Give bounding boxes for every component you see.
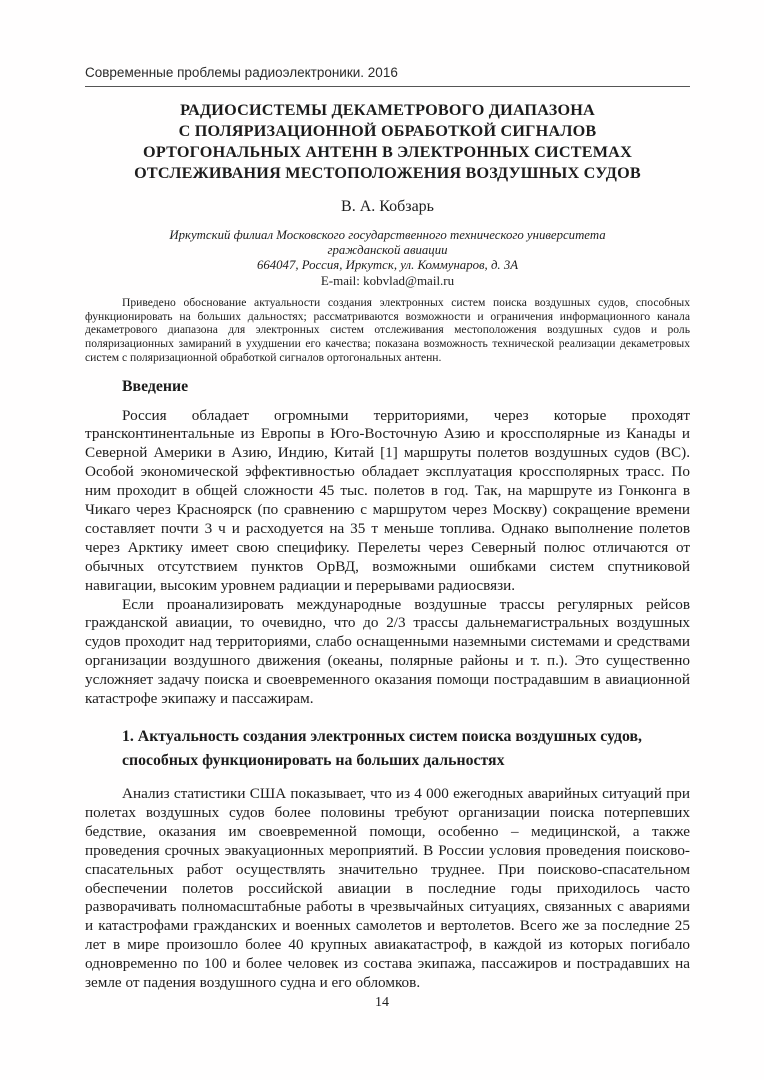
page-number: 14 [375,995,389,1010]
title-line-2: С ПОЛЯРИЗАЦИОННОЙ ОБРАБОТКОЙ СИГНАЛОВ [178,122,597,140]
title-line-3: ОРТОГОНАЛЬНЫХ АНТЕНН В ЭЛЕКТРОННЫХ СИСТЕМАХ [143,143,632,161]
affiliation-line-3: 664047, Россия, Иркутск, ул. Коммунаров, д. 3А [256,258,519,272]
affiliation-line-2: гражданской авиации [327,243,448,257]
running-header: Современные проблемы радиоэлектроники. 2016 [85,64,690,87]
introduction-heading: Введение [122,377,189,395]
introduction-paragraph-1: Россия обладает огромными территориями, через которые проходят трансконтинентальные из Европы в Юго-Восточную Азию и кроссполярные из Канады и Северной Америки в Азию, Индию, Китай [1] маршруты полетов воздушных судов (ВС). Особой экономической эффективностью обладает эксплуатация кроссполярных трасс. По ним проходит в общей сложности 45 тыс. полетов в год. Так, на маршруте из Гонконга в Чикаго через Красноярск (по сравнению с маршрутом через Москву) сокращение времени составляет почти 3 ч и расходуется на 35 т меньше топлива. Однако выполнение полетов через Арктику имеет свою специфику. Перелеты через Северный полюс отличаются от обычных отсутствием пунктов ОрВД, возможными ошибками систем спутниковой навигации, высоким уровнем радиации и перерывами радиосвязи. [85,406,690,594]
affiliation-line-1: Иркутский филиал Московского государственного технического университета [169,228,606,242]
section-1-paragraph-1: Анализ статистики США показывает, что из 4 000 ежегодных аварийных ситуаций при полетах воздушных судов более половины требуют организации поиска потерпевших бедствие, оказания им своевременной помощи, особенно – медицинской, а также проведения срочных эвакуационных мероприятий. В России условия проведения поисково-спасательных работ осуществлять значительно труднее. При поисково-спасательном обеспечении полетов российской авиации в последние годы приходилось часто разворачивать полномасштабные работы в чрезвычайных ситуациях, связанных с авариями и катастрофами гражданских и военных самолетов и вертолетов. Всего же за последние 25 лет в мире произошло более 40 крупных авиакатастроф, в каждой из которых погибало одновременно по 100 и более человек из состава экипажа, пассажиров и пострадавших на земле от падения воздушного судна и его обломков. [85,785,690,992]
introduction-paragraph-2: Если проанализировать международные воздушные трассы регулярных рейсов гражданской авиации, то очевидно, что до 2/3 трассы дальнемагистральных воздушных судов проходит над территориями, слабо оснащенными наземными системами и средствами организации воздушного движения (океаны, полярные районы и т. п.). Это существенно усложняет задачу поиска и своевременного оказания помощи пострадавшим в авиационной катастрофе экипажу и пассажирам. [85,595,690,708]
author-email: E-mail: kobvlad@mail.ru [320,273,455,288]
affiliation-block [85,228,690,289]
article-title [85,100,690,184]
author-name: В. А. Кобзарь [341,198,434,215]
title-line-4: ОТСЛЕЖИВАНИЯ МЕСТОПОЛОЖЕНИЯ ВОЗДУШНЫХ СУДОВ [134,164,641,182]
title-line-1: РАДИОСИСТЕМЫ ДЕКАМЕТРОВОГО ДИАПАЗОНА [180,101,595,119]
abstract-text: Приведено обоснование актуальности создания электронных систем поиска воздушных судов, способных функционировать на больших дальностях; рассматриваются возможности и ограничения информационного канала декаметрового диапазона для электронных систем отслеживания местоположения воздушных судов и роль поляризационных замираний в ухудшении его качества; показана возможность технической реализации декаметровых систем с поляризационной обработкой сигналов ортогональных антенн. [85,296,690,364]
section-1-heading: 1. Актуальность создания электронных систем поиска воздушных судов, способных функционировать на больших дальностях [122,728,642,770]
